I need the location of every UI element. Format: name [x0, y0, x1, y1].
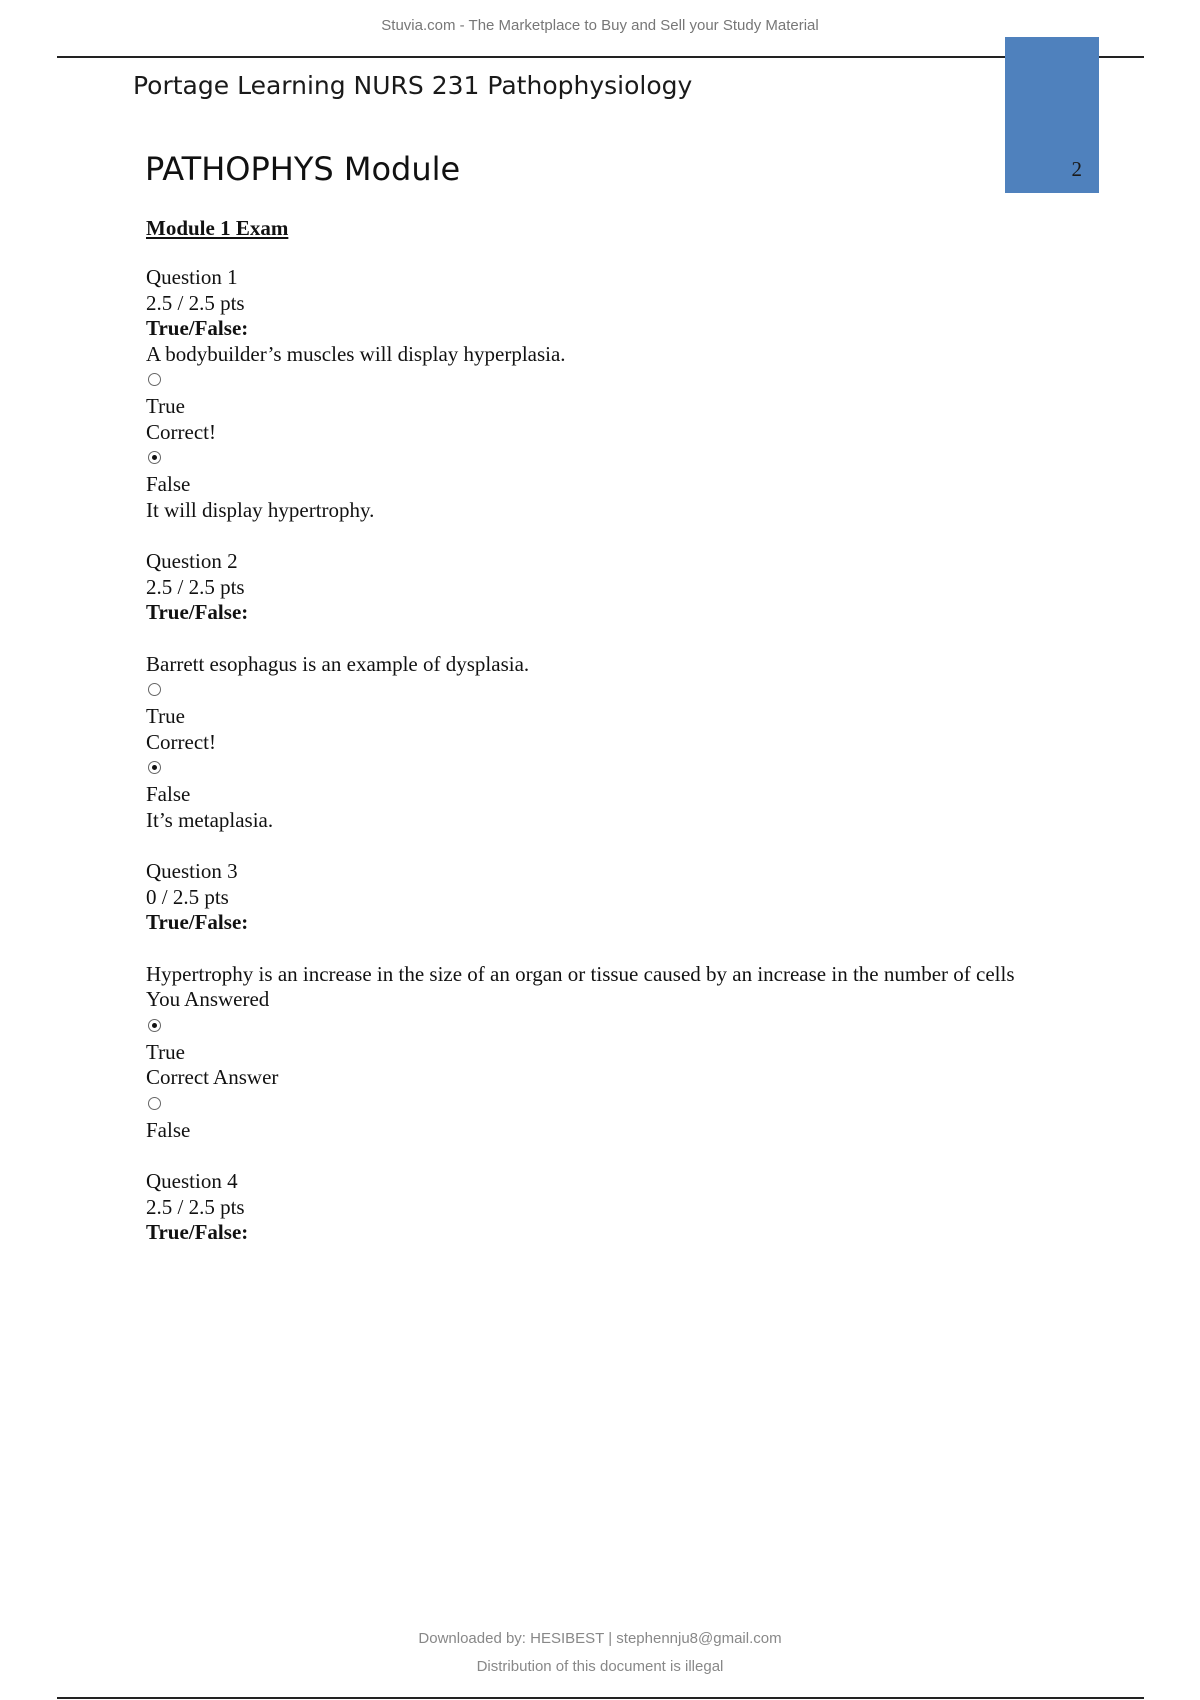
stuvia-watermark: Stuvia.com - The Marketplace to Buy and Sell your Study Material [381, 17, 819, 34]
spacer [146, 626, 1086, 652]
question-points: 0 / 2.5 pts [146, 884, 229, 909]
question-prompt: Barrett esophagus is an example of dysplasia. [146, 651, 530, 676]
question-number: Question 4 [146, 1169, 238, 1193]
question-block [146, 265, 1086, 523]
correct-answer-marker: Correct Answer [146, 1065, 279, 1089]
module-title: PATHOPHYS Module [145, 150, 461, 188]
radio-true[interactable] [148, 683, 161, 696]
option-false-label: False [146, 1117, 191, 1142]
spacer [146, 936, 1086, 962]
question-prompt: A bodybuilder’s muscles will display hyperplasia. [146, 341, 566, 366]
page-number: 2 [1071, 157, 1082, 181]
header-rule [57, 56, 1144, 58]
radio-true[interactable] [148, 1019, 161, 1032]
option-true-label: True [146, 704, 185, 728]
question-type: True/False: [146, 316, 249, 340]
question-number: Question 2 [146, 549, 238, 573]
option-true-label: True [146, 1039, 185, 1064]
footer-rule [57, 1697, 1144, 1699]
page-number-tab [1005, 37, 1099, 193]
answer-feedback: It will display hypertrophy. [146, 497, 375, 522]
question-type: True/False: [146, 1220, 249, 1244]
answer-feedback: It’s metaplasia. [146, 807, 274, 832]
distribution-watermark: Distribution of this document is illegal [476, 1658, 724, 1675]
question-type: True/False: [146, 910, 249, 934]
question-prompt: Hypertrophy is an increase in the size of an organ or tissue caused by an increase in the number of cells [146, 961, 1015, 986]
option-false-label: False [146, 782, 191, 806]
running-header: Portage Learning NURS 231 Pathophysiology [133, 71, 693, 100]
question-points: 2.5 / 2.5 pts [146, 290, 245, 315]
question-points: 2.5 / 2.5 pts [146, 1194, 245, 1219]
question-block [146, 549, 1086, 833]
question-points: 2.5 / 2.5 pts [146, 574, 245, 599]
question-block [146, 1169, 1086, 1246]
radio-false[interactable] [148, 761, 161, 774]
radio-true[interactable] [148, 373, 161, 386]
exam-title: Module 1 Exam [146, 216, 289, 240]
option-true-label: True [146, 394, 185, 418]
exam-content [146, 214, 1086, 1272]
correct-marker: Correct! [146, 419, 216, 444]
question-type: True/False: [146, 600, 249, 624]
option-false-label: False [146, 472, 191, 496]
you-answered-marker: You Answered [146, 987, 270, 1011]
correct-marker: Correct! [146, 729, 216, 754]
question-number: Question 1 [146, 265, 238, 289]
downloaded-by-watermark: Downloaded by: HESIBEST | stephennju8@gmail.com [418, 1630, 782, 1647]
question-block [146, 859, 1086, 1143]
radio-false[interactable] [148, 451, 161, 464]
question-number: Question 3 [146, 859, 238, 883]
radio-false[interactable] [148, 1097, 161, 1110]
